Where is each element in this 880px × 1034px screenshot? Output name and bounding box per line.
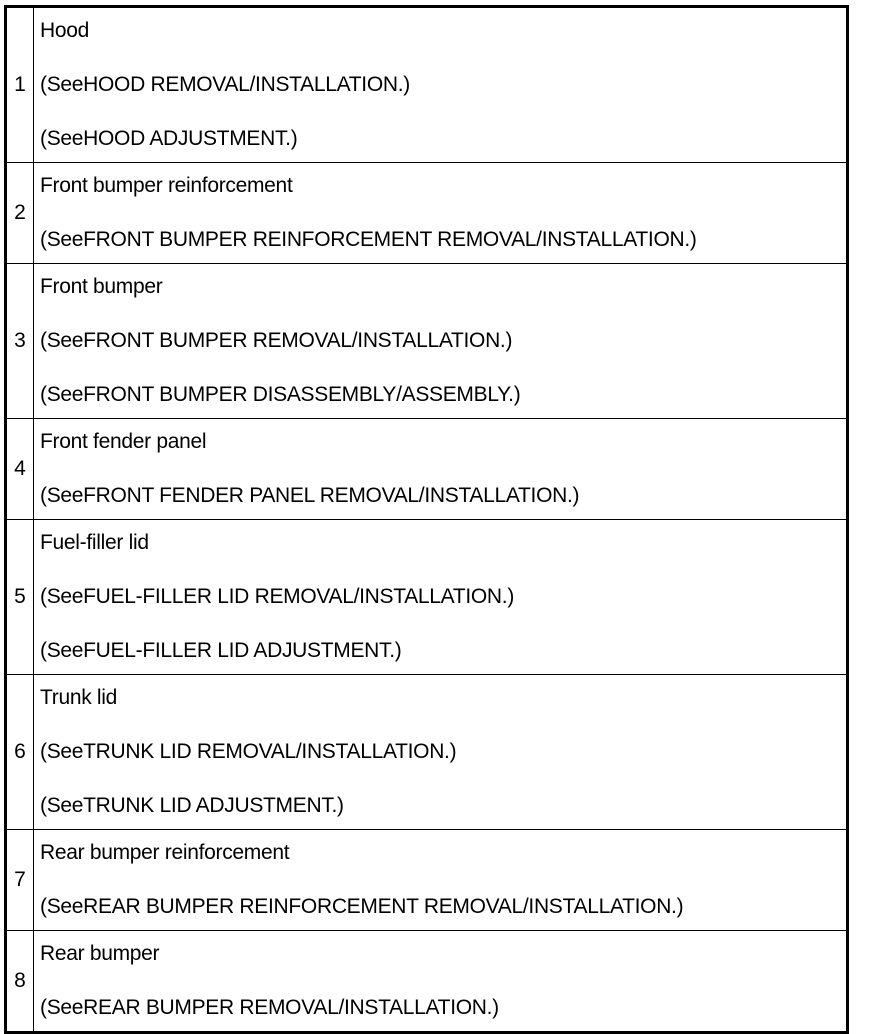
reference-link[interactable]: (SeeFRONT BUMPER REINFORCEMENT REMOVAL/INSTALLATION.): [40, 228, 697, 251]
item-title: Fuel-filler lid: [40, 531, 149, 554]
reference-link[interactable]: (SeeTRUNK LID REMOVAL/INSTALLATION.): [40, 740, 457, 763]
item-title: Front fender panel: [40, 430, 207, 453]
reference-link[interactable]: (SeeFUEL-FILLER LID REMOVAL/INSTALLATION.): [40, 585, 515, 608]
item-title: Front bumper reinforcement: [40, 174, 293, 197]
reference-link[interactable]: (SeeTRUNK LID ADJUSTMENT.): [40, 794, 344, 817]
item-number: 4: [6, 419, 34, 520]
reference-link[interactable]: (SeeHOOD REMOVAL/INSTALLATION.): [40, 73, 410, 96]
item-content: [34, 931, 848, 1033]
reference-link[interactable]: (SeeREAR BUMPER REINFORCEMENT REMOVAL/INSTALLATION.): [40, 895, 684, 918]
item-title: Hood: [40, 19, 90, 42]
item-number: 6: [6, 675, 34, 830]
reference-link[interactable]: (SeeFRONT FENDER PANEL REMOVAL/INSTALLATION.): [40, 484, 580, 507]
item-number: 7: [6, 830, 34, 931]
item-title: Trunk lid: [40, 686, 118, 709]
table-row: [6, 419, 848, 520]
table-row: [6, 163, 848, 264]
item-content: [34, 419, 848, 520]
item-content: [34, 163, 848, 264]
item-content: [34, 7, 848, 163]
reference-link[interactable]: (SeeHOOD ADJUSTMENT.): [40, 127, 298, 150]
item-title: Rear bumper: [40, 942, 160, 965]
item-number: 5: [6, 520, 34, 675]
table-row: [6, 931, 848, 1033]
item-title: Front bumper: [40, 275, 163, 298]
table-row: [6, 830, 848, 931]
table-row: [6, 675, 848, 830]
reference-link[interactable]: (SeeFUEL-FILLER LID ADJUSTMENT.): [40, 639, 402, 662]
table-row: [6, 264, 848, 419]
item-content: [34, 520, 848, 675]
item-number: 1: [6, 7, 34, 163]
item-content: [34, 675, 848, 830]
table-row: [6, 520, 848, 675]
item-title: Rear bumper reinforcement: [40, 841, 290, 864]
table-row: [6, 7, 848, 163]
item-number: 8: [6, 931, 34, 1033]
item-number: 3: [6, 264, 34, 419]
item-content: [34, 830, 848, 931]
item-number: 2: [6, 163, 34, 264]
reference-link[interactable]: (SeeREAR BUMPER REMOVAL/INSTALLATION.): [40, 996, 499, 1019]
reference-link[interactable]: (SeeFRONT BUMPER DISASSEMBLY/ASSEMBLY.): [40, 383, 521, 406]
item-content: [34, 264, 848, 419]
reference-link[interactable]: (SeeFRONT BUMPER REMOVAL/INSTALLATION.): [40, 329, 513, 352]
parts-table: [4, 5, 849, 1034]
